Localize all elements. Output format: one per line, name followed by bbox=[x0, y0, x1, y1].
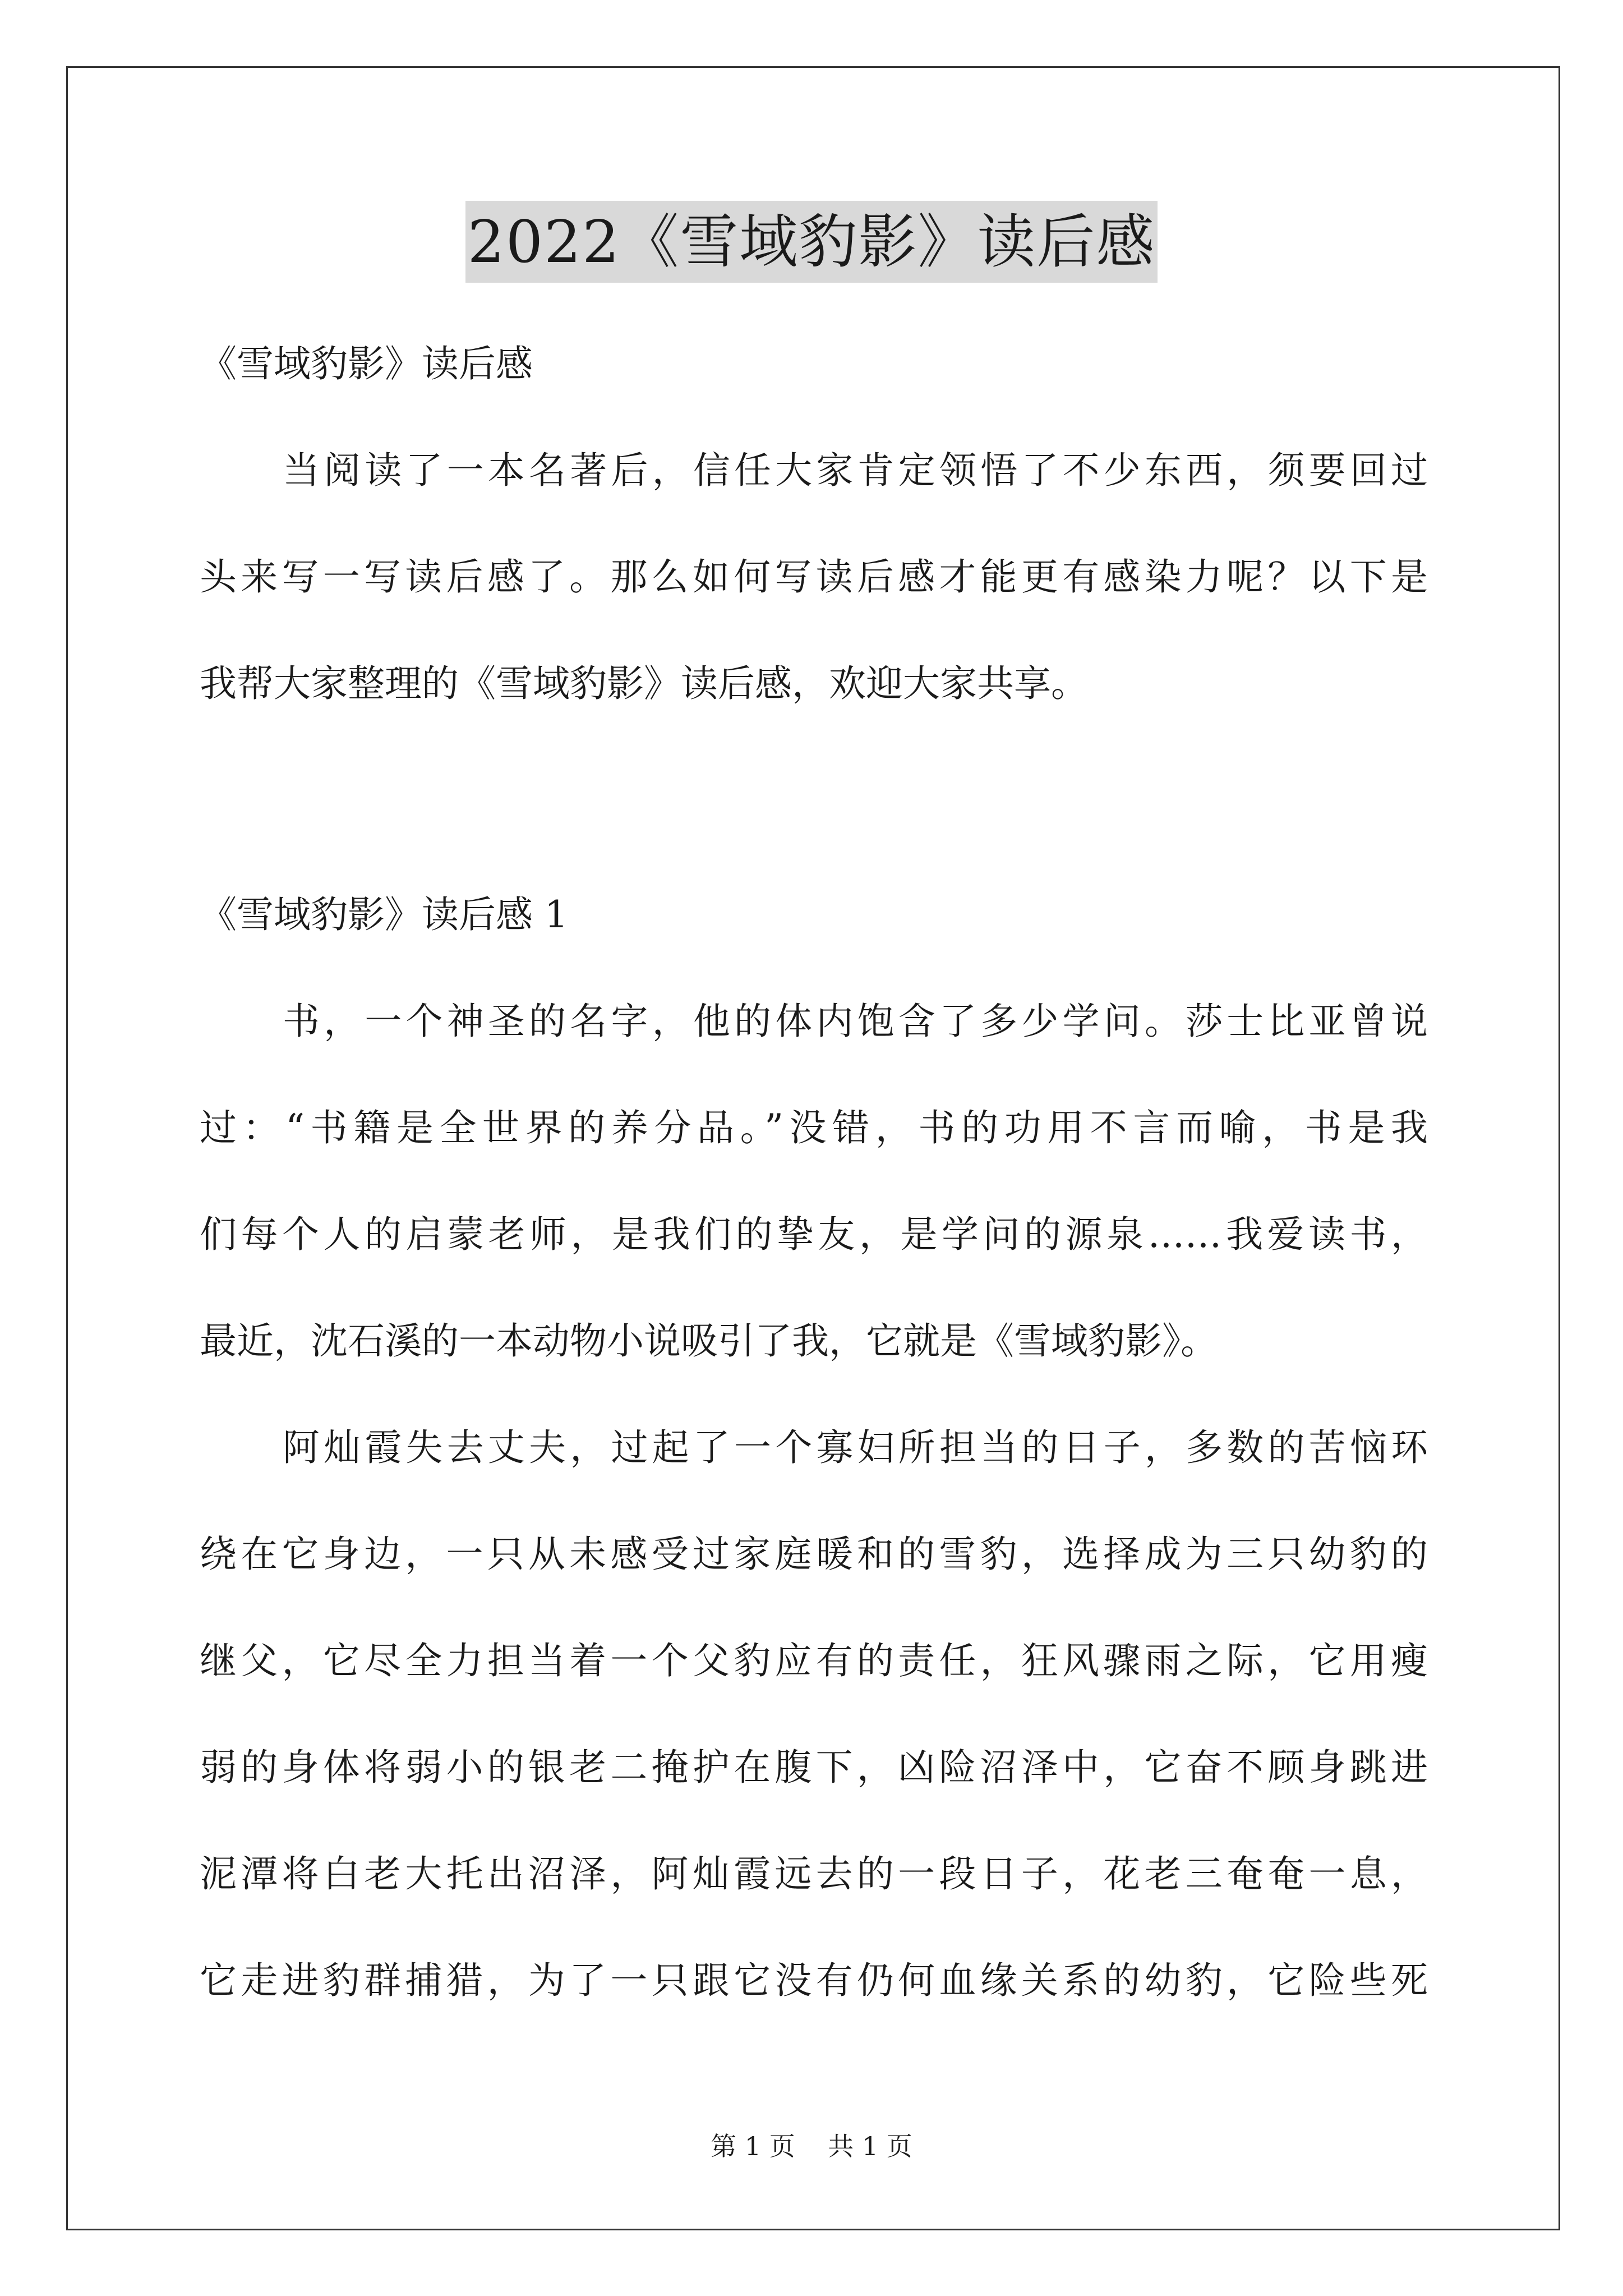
para1-line-3: 们每个人的启蒙老师，是我们的挚友，是学问的源泉……我爱读书， bbox=[200, 1213, 1428, 1256]
para2-line-5: 泥潭将白老大托出沼泽，阿灿霞远去的一段日子，花老三奄奄一息， bbox=[200, 1852, 1428, 1895]
para1-line-4: 最近，沈石溪的一本动物小说吸引了我，它就是《雪域豹影》。 bbox=[200, 1319, 1218, 1363]
section1-heading: 《雪域豹影》读后感 1 bbox=[200, 893, 568, 936]
intro-line-2: 头来写一写读后感了。那么如何写读后感才能更有感染力呢？以下是 bbox=[200, 555, 1428, 599]
document-title: 2022《雪域豹影》读后感 bbox=[465, 201, 1158, 283]
intro-line-3: 我帮大家整理的《雪域豹影》读后感，欢迎大家共享。 bbox=[200, 662, 1088, 705]
title-container bbox=[0, 201, 1623, 283]
para2-line-3: 继父，它尽全力担当着一个父豹应有的责任，狂风骤雨之际，它用瘦 bbox=[200, 1639, 1428, 1682]
page-footer: 第 1 页 共 1 页 bbox=[711, 2131, 912, 2161]
intro-line-1: 当阅读了一本名著后，信任大家肯定领悟了不少东西，须要回过 bbox=[283, 449, 1428, 492]
intro-heading: 《雪域豹影》读后感 bbox=[200, 342, 533, 385]
para1-line-1: 书，一个神圣的名字，他的体内饱含了多少学问。莎士比亚曾说 bbox=[283, 1000, 1428, 1043]
para2-line-6: 它走进豹群捕猎，为了一只跟它没有仍何血缘关系的幼豹，它险些死 bbox=[200, 1959, 1428, 2002]
para1-line-2: 过：“书籍是全世界的养分品。”没错，书的功用不言而喻，书是我 bbox=[200, 1106, 1428, 1149]
para2-line-2: 绕在它身边，一只从未感受过家庭暖和的雪豹，选择成为三只幼豹的 bbox=[200, 1533, 1428, 1576]
para2-line-1: 阿灿霞失去丈夫，过起了一个寡妇所担当的日子，多数的苦恼环 bbox=[283, 1426, 1428, 1469]
para2-line-4: 弱的身体将弱小的银老二掩护在腹下，凶险沼泽中，它奋不顾身跳进 bbox=[200, 1746, 1428, 1789]
